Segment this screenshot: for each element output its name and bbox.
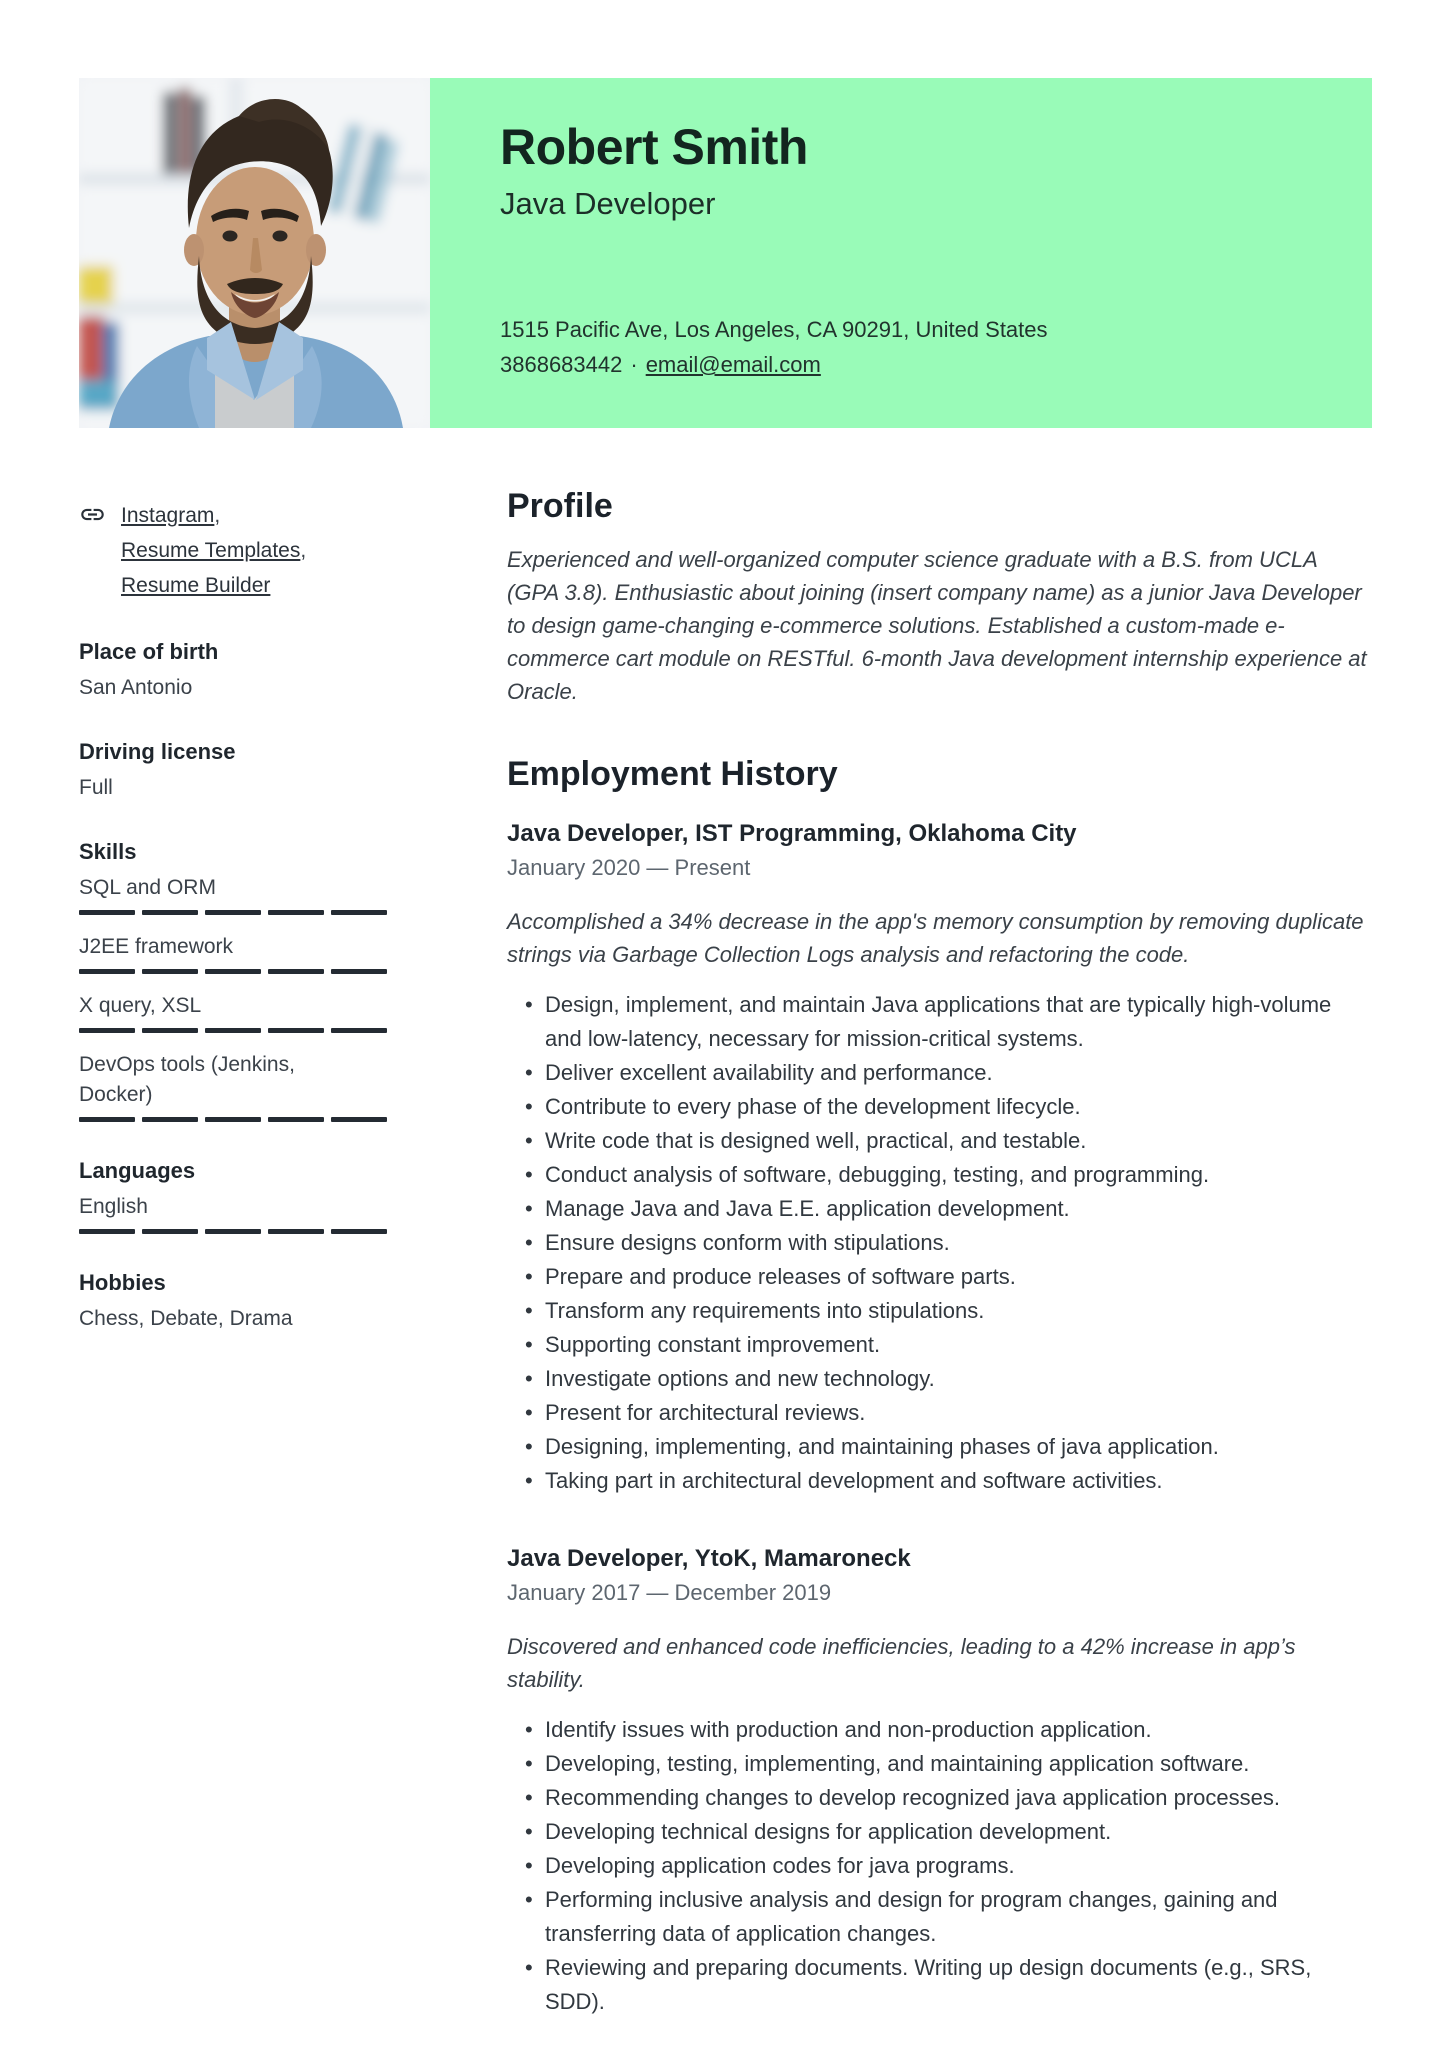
- bullet: • Write code that is designed well, practical, and testable.: [545, 1124, 1373, 1158]
- bullet: • Designing, implementing, and maintaining phases of java application.: [545, 1430, 1373, 1464]
- job-bullets: [507, 1713, 1373, 2019]
- bullet: • Recommending changes to develop recognized java application processes.: [545, 1781, 1373, 1815]
- bullet: • Conduct analysis of software, debugging, testing, and programming.: [545, 1158, 1373, 1192]
- skill-name: SQL and ORM: [79, 876, 216, 899]
- links-list: [121, 498, 306, 603]
- bullet: • Prepare and produce releases of software parts.: [545, 1260, 1373, 1294]
- languages-heading: Languages: [79, 1158, 196, 1183]
- bullet: • Developing application codes for java programs.: [545, 1849, 1373, 1883]
- bullet: • Reviewing and preparing documents. Writing up design documents (e.g., SRS, SDD).: [545, 1951, 1373, 2019]
- employment-heading: Employment History: [507, 754, 838, 793]
- skills-heading: Skills: [79, 839, 137, 864]
- bullet: • Present for architectural reviews.: [545, 1396, 1373, 1430]
- job-entry: [507, 819, 1373, 1498]
- driving-license-heading: Driving license: [79, 739, 236, 764]
- link-suffix: ,: [214, 504, 221, 527]
- bullet: • Design, implement, and maintain Java applications that are typically high-volume and low-latency, necessary for mission-critical systems.: [545, 988, 1373, 1056]
- bullet: • Transform any requirements into stipulations.: [545, 1294, 1373, 1328]
- bullet: • Supporting constant improvement.: [545, 1328, 1373, 1362]
- portrait-illustration: [79, 78, 430, 428]
- link-resume-templates[interactable]: Resume Templates: [121, 539, 301, 562]
- link-instagram[interactable]: Instagram: [121, 504, 215, 527]
- link-icon: [79, 501, 106, 528]
- bullet: • Developing, testing, implementing, and maintaining application software.: [545, 1747, 1373, 1781]
- sidebar: [79, 498, 419, 1334]
- language-name: English: [79, 1195, 148, 1218]
- hobbies-value: Chess, Debate, Drama: [79, 1307, 293, 1330]
- job-summary: Discovered and enhanced code inefficiencies, leading to a 42% increase in app’s stability.: [507, 1633, 1296, 1692]
- job-entry: [507, 1544, 1373, 2019]
- link-item: [121, 568, 306, 603]
- link-item: [121, 533, 306, 568]
- main-column: [507, 486, 1373, 2019]
- bullet: • Manage Java and Java E.E. application development.: [545, 1192, 1373, 1226]
- job-title: Java Developer, YtoK, Mamaroneck: [507, 1544, 911, 1572]
- language-bar: [79, 1229, 419, 1234]
- candidate-title: Java Developer: [500, 186, 716, 221]
- language-item: [79, 1192, 419, 1234]
- job-dates: January 2020 — Present: [507, 854, 751, 880]
- identity-block: [500, 120, 1312, 222]
- dot-separator: ·: [630, 352, 638, 377]
- profile-text: Experienced and well-organized computer science graduate with a B.S. from UCLA (GPA 3.8). Enthusiastic about joining (insert company name) as a junior Java Developer to design game-changing e-commerce solutions. Established a custom-made e-commerce cart module on RESTful. 6-month Java development internship experience at Oracle.: [507, 546, 1367, 704]
- bullet: • Contribute to every phase of the development lifecycle.: [545, 1090, 1373, 1124]
- skill-bar: [79, 969, 419, 974]
- skill-item: [79, 873, 419, 915]
- skill-item: [79, 932, 419, 974]
- bullet: • Investigate options and new technology.: [545, 1362, 1373, 1396]
- profile-heading: Profile: [507, 487, 613, 525]
- skill-name: J2EE framework: [79, 935, 234, 958]
- skill-item: [79, 991, 419, 1033]
- job-summary: Accomplished a 34% decrease in the app's memory consumption by removing duplicate strings via Garbage Collection Logs analysis and refactoring the code.: [507, 908, 1364, 967]
- profile-photo: [79, 78, 430, 428]
- skill-bar: [79, 1117, 419, 1122]
- link-suffix: ,: [300, 539, 307, 562]
- bullet: • Performing inclusive analysis and design for program changes, gaining and transferring data of application changes.: [545, 1883, 1373, 1951]
- contact-line: [500, 347, 1312, 382]
- candidate-name: Robert Smith: [500, 119, 808, 175]
- address: 1515 Pacific Ave, Los Angeles, CA 90291, United States: [500, 317, 1048, 342]
- bullet: • Developing technical designs for application development.: [545, 1815, 1373, 1849]
- phone: 3868683442: [500, 352, 623, 377]
- hobbies-heading: Hobbies: [79, 1270, 166, 1295]
- skill-name: DevOps tools (Jenkins, Docker): [79, 1053, 295, 1106]
- bullet: • Deliver excellent availability and performance.: [545, 1056, 1373, 1090]
- place-of-birth-value: San Antonio: [79, 676, 193, 699]
- links-section: [79, 498, 419, 603]
- skill-item: [79, 1050, 419, 1122]
- header-green-panel: [430, 78, 1372, 428]
- bullet: • Taking part in architectural development and software activities.: [545, 1464, 1373, 1498]
- job-bullets: [507, 988, 1373, 1498]
- link-resume-builder[interactable]: Resume Builder: [121, 574, 271, 597]
- bullet: • Identify issues with production and non-production application.: [545, 1713, 1373, 1747]
- driving-license-value: Full: [79, 776, 113, 799]
- skill-bar: [79, 1028, 419, 1033]
- resume-header: [79, 78, 1372, 428]
- place-of-birth-heading: Place of birth: [79, 639, 219, 664]
- email-link[interactable]: email@email.com: [645, 352, 821, 377]
- skill-name: X query, XSL: [79, 994, 202, 1017]
- contact-block: [500, 312, 1312, 382]
- skill-bar: [79, 910, 419, 915]
- job-dates: January 2017 — December 2019: [507, 1579, 832, 1605]
- bullet: • Ensure designs conform with stipulations.: [545, 1226, 1373, 1260]
- job-title: Java Developer, IST Programming, Oklahoma City: [507, 819, 1077, 847]
- link-item: [121, 498, 306, 533]
